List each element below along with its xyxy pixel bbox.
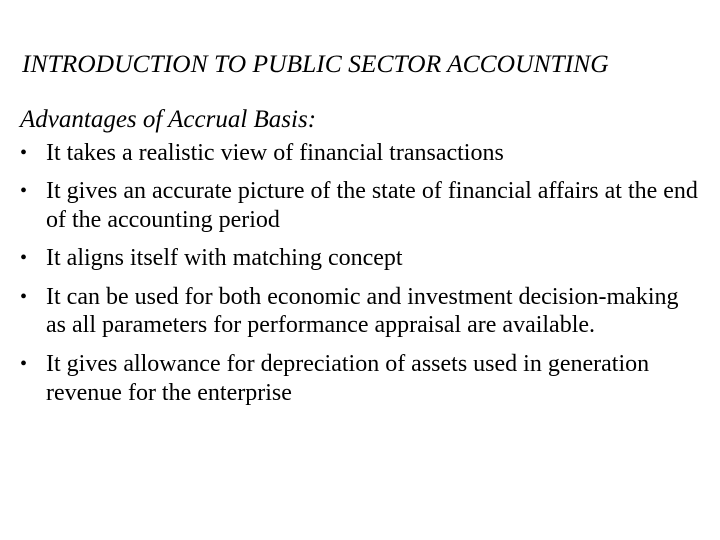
bullet-icon: • bbox=[20, 247, 28, 270]
slide-title: INTRODUCTION TO PUBLIC SECTOR ACCOUNTING bbox=[22, 49, 609, 78]
bullet-text: It can be used for both economic and investment decision-making as all parameters for performance appraisal are available. bbox=[46, 283, 679, 339]
list-item bbox=[20, 350, 700, 408]
section-heading: Advantages of Accrual Basis: bbox=[20, 106, 317, 133]
list-item bbox=[20, 139, 700, 168]
bullet-icon: • bbox=[20, 352, 28, 375]
list-item bbox=[20, 283, 700, 341]
bullet-text: It takes a realistic view of financial transactions bbox=[46, 140, 504, 166]
bullet-icon: • bbox=[20, 142, 28, 164]
bullet-text: It aligns itself with matching concept bbox=[46, 245, 403, 272]
list-item bbox=[20, 177, 700, 235]
slide-content bbox=[20, 103, 700, 417]
bullet-text: It gives allowance for depreciation of assets used in generation revenue for the enterprise bbox=[46, 350, 650, 406]
bullet-icon: • bbox=[20, 285, 28, 308]
bullet-icon: • bbox=[20, 180, 28, 203]
list-item bbox=[20, 244, 700, 273]
bullet-text: It gives an accurate picture of the state of financial affairs at the end of the accounting period bbox=[46, 178, 698, 234]
advantages-list bbox=[20, 139, 700, 407]
